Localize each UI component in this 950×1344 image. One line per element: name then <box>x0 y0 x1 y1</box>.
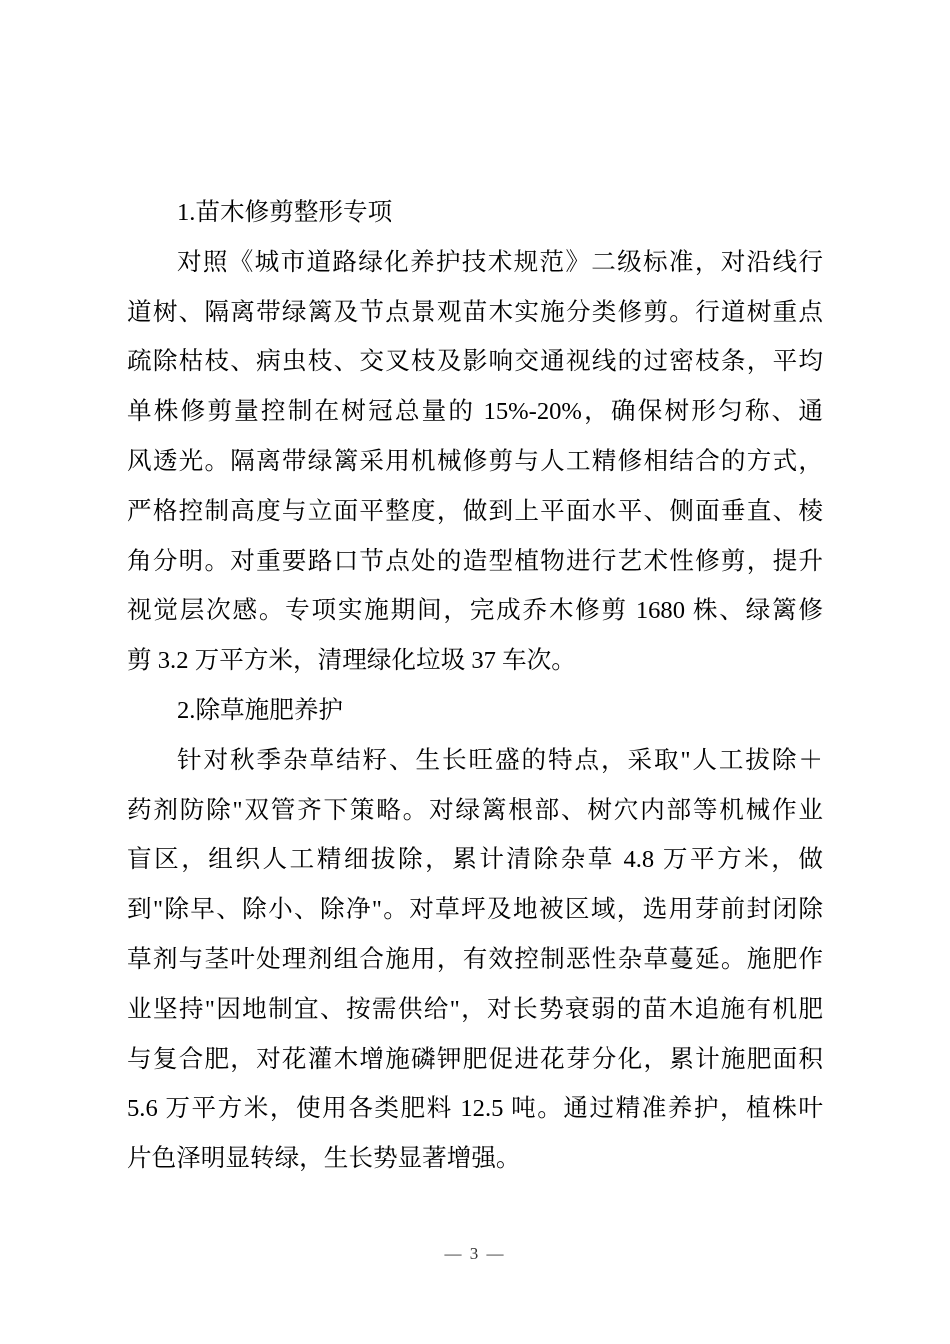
paragraph-line: 道树、隔离带绿篱及节点景观苗木实施分类修剪。行道树重点 <box>127 298 823 326</box>
paragraph-line: 与复合肥，对花灌木增施磷钾肥促进花芽分化，累计施肥面积 <box>127 1045 823 1073</box>
section-pruning <box>127 188 823 686</box>
paragraph-line: 片色泽明显转绿，生长势显著增强。 <box>127 1145 521 1173</box>
paragraph-line: 5.6 万平方米，使用各类肥料 12.5 吨。通过精准养护，植株叶 <box>127 1095 823 1123</box>
document-body <box>127 188 823 1184</box>
paragraph-line: 单株修剪量控制在树冠总量的 15%-20%，确保树形匀称、通 <box>127 398 823 426</box>
paragraph-line: 业坚持"因地制宜、按需供给"，对长势衰弱的苗木追施有机肥 <box>127 995 823 1023</box>
section-heading: 1.苗木修剪整形专项 <box>177 199 393 226</box>
paragraph-line: 对照《城市道路绿化养护技术规范》二级标准，对沿线行 <box>177 248 823 276</box>
paragraph-line: 视觉层次感。专项实施期间，完成乔木修剪 1680 株、绿篱修 <box>127 597 823 625</box>
paragraph-line: 草剂与茎叶处理剂组合施用，有效控制恶性杂草蔓延。施肥作 <box>127 945 823 973</box>
paragraph-line: 角分明。对重要路口节点处的造型植物进行艺术性修剪，提升 <box>127 547 823 575</box>
page-number: — 3 — <box>444 1244 506 1263</box>
paragraph-line: 严格控制高度与立面平整度，做到上平面水平、侧面垂直、棱 <box>127 497 823 525</box>
paragraph-line: 针对秋季杂草结籽、生长旺盛的特点，采取"人工拔除＋ <box>177 746 823 774</box>
section-heading: 2.除草施肥养护 <box>177 696 344 724</box>
paragraph-line: 剪 3.2 万平方米，清理绿化垃圾 37 车次。 <box>127 647 576 675</box>
paragraph-line: 疏除枯枝、病虫枝、交叉枝及影响交通视线的过密枝条，平均 <box>127 348 823 376</box>
paragraph-line: 风透光。隔离带绿篱采用机械修剪与人工精修相结合的方式， <box>127 447 823 475</box>
paragraph-line: 药剂防除"双管齐下策略。对绿篱根部、树穴内部等机械作业 <box>127 796 823 824</box>
paragraph-line: 盲区，组织人工精细拔除，累计清除杂草 4.8 万平方米，做 <box>127 846 823 874</box>
paragraph-line: 到"除早、除小、除净"。对草坪及地被区域，选用芽前封闭除 <box>127 896 823 924</box>
section-weeding-fertilizing <box>127 686 823 1184</box>
